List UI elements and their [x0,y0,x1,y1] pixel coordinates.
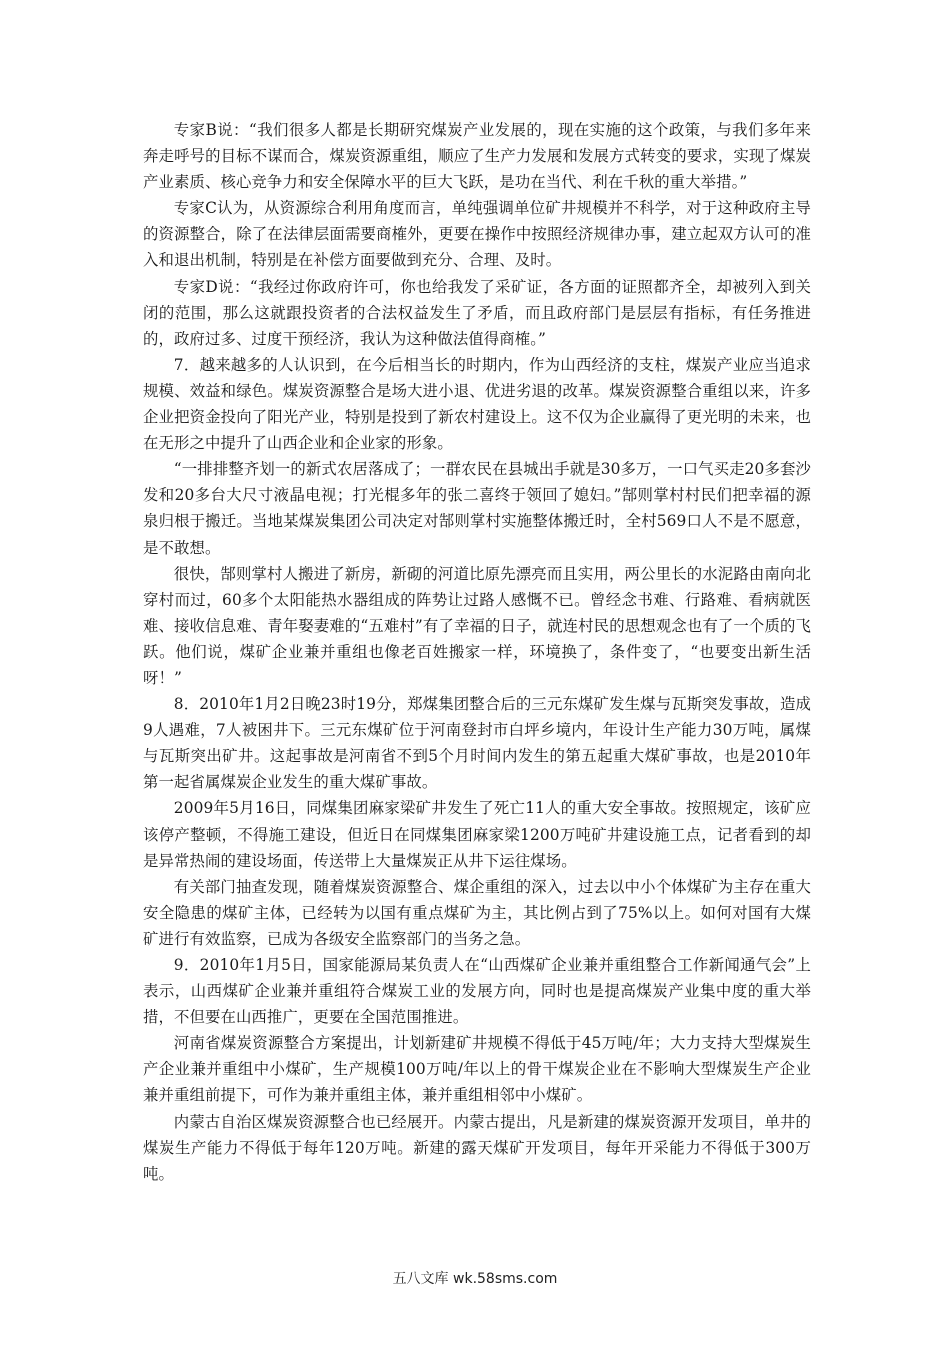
paragraph-expert-c: 专家C认为，从资源综合利用角度而言，单纯强调单位矿井规模并不科学，对于这种政府主导的资源整合，除了在法律层面需要商榷外，更要在操作中按照经济规律办事，建立起双方认可的准入和退出机制，特别是在补偿方面要做到充分、合理、及时。 [143,199,811,270]
paragraph-tongmei-accident: 2009年5月16日，同煤集团麻家梁矿井发生了死亡11人的重大安全事故。按照规定，该矿应该停产整顿，不得施工建设，但近日在同煤集团麻家梁1200万吨矿井建设施工点，记者看到的却是异常热闹的建设场面，传送带上大量煤炭正从井下运往煤场。 [143,799,811,870]
page-footer: 五八文库 wk.58sms.com [392,1271,558,1287]
paragraph-expert-d: 专家D说：“我经过你政府许可，你也给我发了采矿证，各方面的证照都齐全，却被列入到关闭的范围，那么这就跟投资者的合法权益发生了矛盾，而且政府部门是层层有指标，有任务推进的，政府过多、过度干预经济，我认为这种做法值得商榷。” [143,277,811,348]
document-body [143,117,811,1187]
paragraph-henan-plan: 河南省煤炭资源整合方案提出，计划新建矿井规模不得低于45万吨/年；大力支持大型煤炭生产企业兼并重组中小煤矿，生产规模100万吨/年以上的骨干煤炭企业在不影响大型煤炭生产企业兼并重组前提下，可作为兼并重组主体，兼并重组相邻中小煤矿。 [143,1034,811,1105]
paragraph-material-8: 8．2010年1月2日晚23时19分，郑煤集团整合后的三元东煤矿发生煤与瓦斯突发事故，造成9人遇难，7人被困井下。三元东煤矿位于河南登封市白坪乡境内，年设计生产能力30万吨，属煤与瓦斯突出矿井。这起事故是河南省不到5个月时间内发生的第五起重大煤矿事故，也是2010年第一起省属煤炭企业发生的重大煤矿事故。 [143,695,811,792]
paragraph-expert-b: 专家B说：“我们很多人都是长期研究煤炭产业发展的，现在实施的这个政策，与我们多年来奔走呼号的目标不谋而合，煤炭资源重组，顺应了生产力发展和发展方式转变的要求，实现了煤炭产业素质、核心竞争力和安全保障水平的巨大飞跃，是功在当代、利在千秋的重大举措。” [143,121,811,192]
paragraph-material-7: 7．越来越多的人认识到，在今后相当长的时期内，作为山西经济的支柱，煤炭产业应当追求规模、效益和绿色。煤炭资源整合是场大进小退、优进劣退的改革。煤炭资源整合重组以来，许多企业把资金投向了阳光产业，特别是投到了新农村建设上。这不仅为企业赢得了更光明的未来，也在无形之中提升了山西企业和企业家的形象。 [143,355,811,453]
paragraph-village-relocation: 很快，郜则掌村人搬进了新房，新砌的河道比原先漂亮而且实用，两公里长的水泥路由南向北穿村而过，60多个太阳能热水器组成的阵势让过路人感慨不已。曾经念书难、行路难、看病就医难、接收信息难、青年娶妻难的“五难村”有了幸福的日子，就连村民的思想观念也有了一个质的飞跃。他们说，煤矿企业兼并重组也像老百姓搬家一样，环境换了，条件变了，“也要变出新生活呀！” [143,564,811,687]
paragraph-village-quote: “一排排整齐划一的新式农居落成了；一群农民在县城出手就是30多万，一口气买走20多套沙发和20多台大尺寸液晶电视；打光棍多年的张二喜终于领回了媳妇。”郜则掌村村民们把幸福的源泉归根于搬迁。当地某煤炭集团公司决定对郜则掌村实施整体搬迁时，全村569口人不是不愿意，是不敢想。 [143,460,811,557]
paragraph-inspection: 有关部门抽查发现，随着煤炭资源整合、煤企重组的深入，过去以中小个体煤矿为主存在重大安全隐患的煤矿主体，已经转为以国有重点煤矿为主，其比例占到了75%以上。如何对国有大煤矿进行有效监察，已成为各级安全监察部门的当务之急。 [143,877,811,948]
paragraph-material-9: 9．2010年1月5日，国家能源局某负责人在“山西煤矿企业兼并重组整合工作新闻通气会”上表示，山西煤矿企业兼并重组符合煤炭工业的发展方向，同时也是提高煤炭产业集中度的重大举措，不但要在山西推广，更要在全国范围推进。 [143,956,811,1027]
paragraph-inner-mongolia: 内蒙古自治区煤炭资源整合也已经展开。内蒙古提出，凡是新建的煤炭资源开发项目，单井的煤炭生产能力不得低于每年120万吨。新建的露天煤矿开发项目，每年开采能力不得低于300万吨。 [143,1112,811,1183]
